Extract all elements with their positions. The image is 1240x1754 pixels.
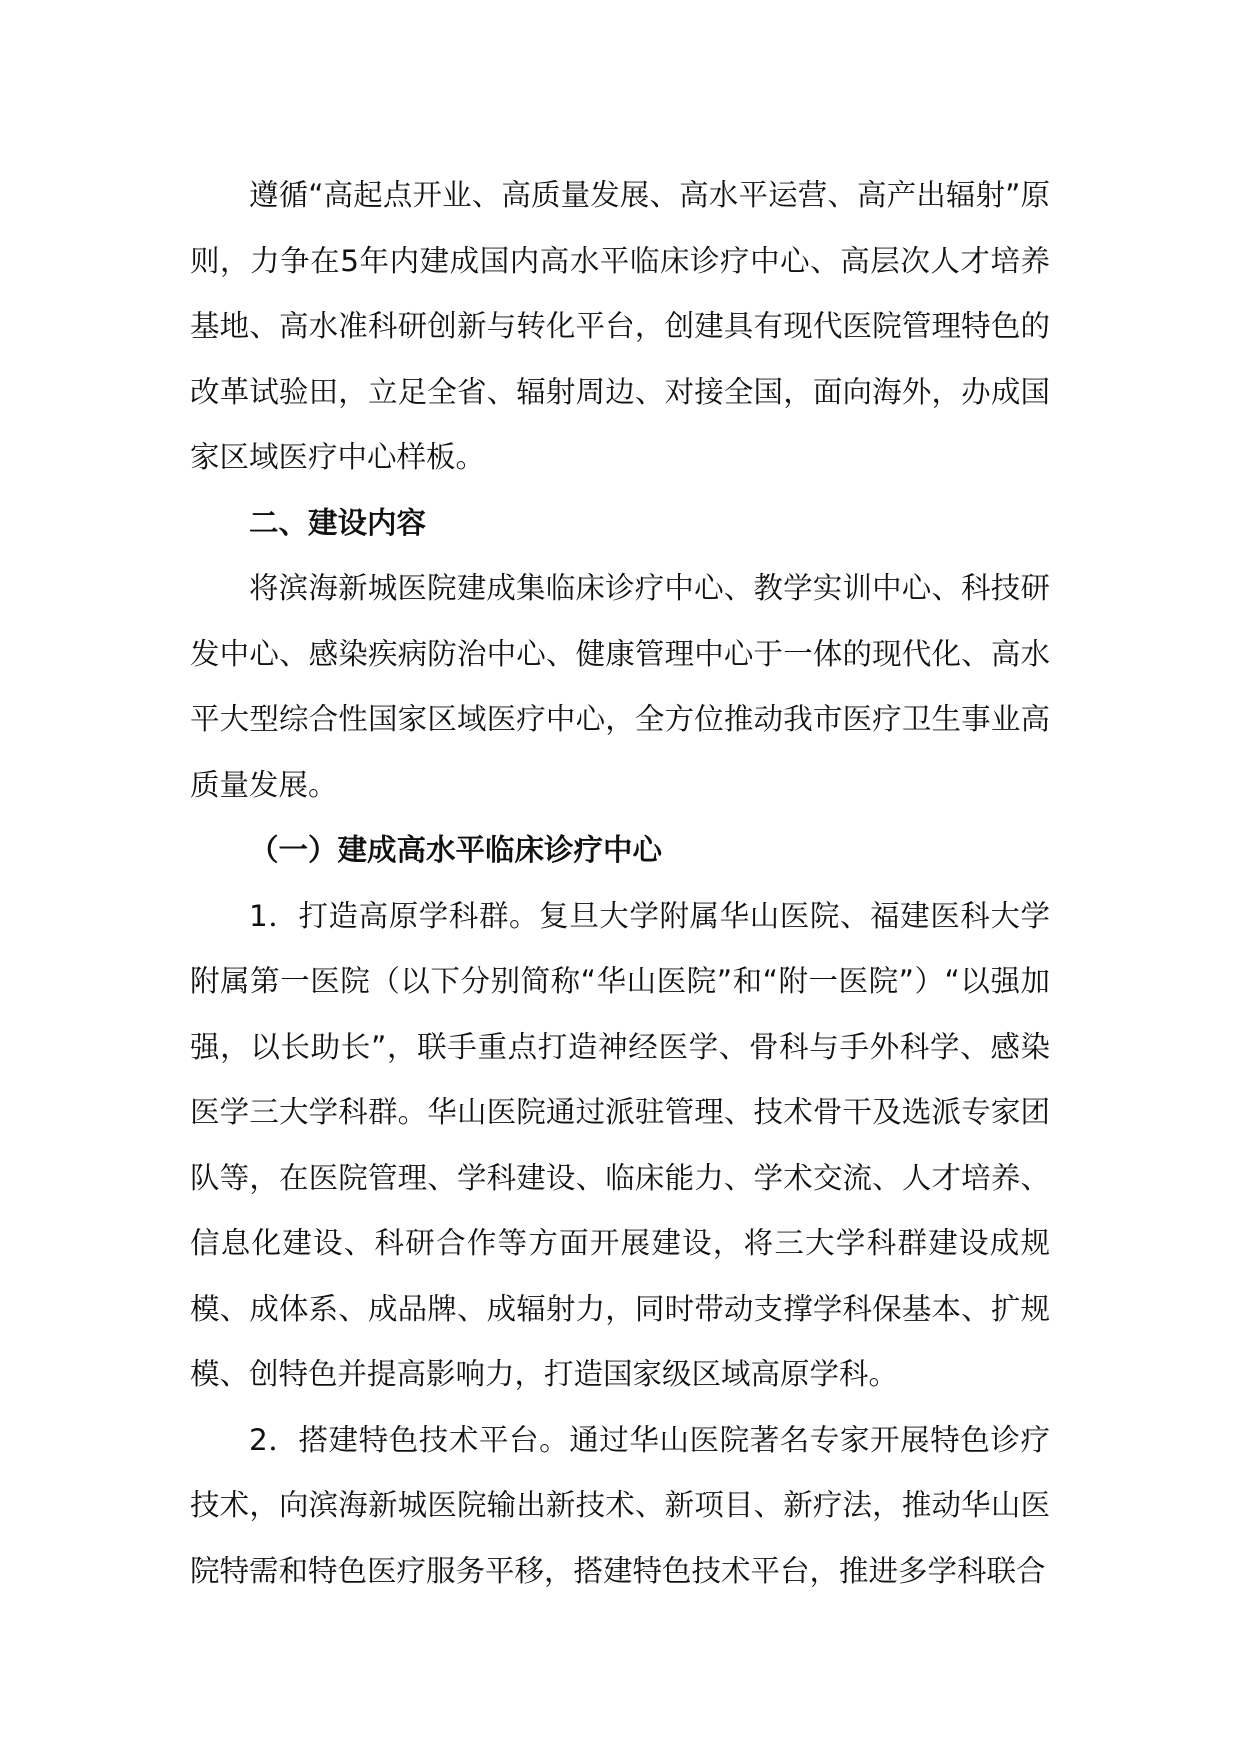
paragraph-principle: 遵循“高起点开业、高质量发展、高水平运营、高产出辐射”原则，力争在5年内建成国内高水平临床诊疗中心、高层次人才培养基地、高水准科研创新与转化平台，创建具有现代医院管理特色的改革试验田，立足全省、辐射周边、对接全国，面向海外，办成国家区域医疗中心样板。 (190, 178, 1050, 474)
paragraph-construction-goal: 将滨海新城医院建成集临床诊疗中心、教学实训中心、科技研发中心、感染疾病防治中心、健康管理中心于一体的现代化、高水平大型综合性国家区域医疗中心，全方位推动我市医疗卫生事业高质量发展。 (190, 571, 1050, 802)
paragraph-item-1: 1．打造高原学科群。复旦大学附属华山医院、福建医科大学附属第一医院（以下分别简称“华山医院”和“附一医院”）“以强加强，以长助长”，联手重点打造神经医学、骨科与手外科学、感染医学三大学科群。华山医院通过派驻管理、技术骨干及选派专家团队等，在医院管理、学科建设、临床能力、学术交流、人才培养、信息化建设、科研合作等方面开展建设，将三大学科群建设成规模、成体系、成品牌、成辐射力，同时带动支撑学科保基本、扩规模、创特色并提高影响力，打造国家级区域高原学科。 (190, 898, 1050, 1391)
section-heading-construction-content: 二、建设内容 (249, 505, 427, 540)
paragraph-item-2: 2．搭建特色技术平台。通过华山医院著名专家开展特色诊疗技术，向滨海新城医院输出新技术、新项目、新疗法，推动华山医院特需和特色医疗服务平移，搭建特色技术平台，推进多学科联合 (190, 1422, 1050, 1588)
subsection-heading-clinical-center: （一）建成高水平临床诊疗中心 (249, 833, 663, 867)
document-body (190, 163, 1050, 1604)
